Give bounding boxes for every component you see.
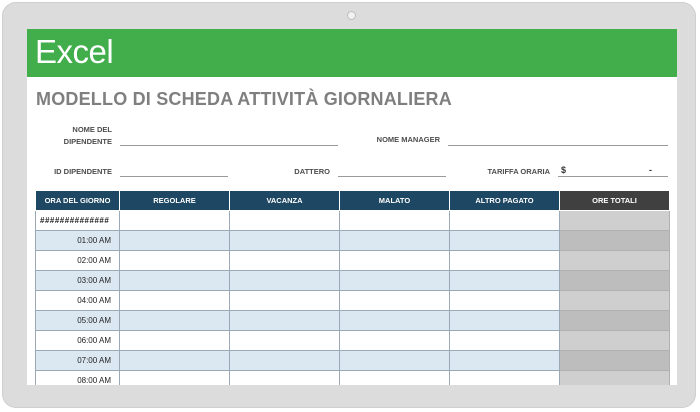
timesheet-table <box>35 190 670 385</box>
regular-cell[interactable] <box>120 251 230 271</box>
sick-cell[interactable] <box>340 211 450 231</box>
time-cell[interactable]: 06:00 AM <box>36 331 120 351</box>
app-banner <box>27 29 677 77</box>
regular-cell[interactable] <box>120 351 230 371</box>
time-cell[interactable]: 01:00 AM <box>36 231 120 251</box>
table-row <box>36 331 670 351</box>
table-row <box>36 211 670 231</box>
holiday-cell[interactable] <box>230 291 340 311</box>
table-row <box>36 291 670 311</box>
employee-name-field[interactable] <box>120 145 338 146</box>
total-cell <box>560 271 670 291</box>
sick-cell[interactable] <box>340 251 450 271</box>
sick-cell[interactable] <box>340 291 450 311</box>
regular-cell[interactable] <box>120 331 230 351</box>
sick-cell[interactable] <box>340 271 450 291</box>
regular-cell[interactable] <box>120 371 230 386</box>
screen <box>27 29 677 385</box>
total-cell <box>560 311 670 331</box>
regular-cell[interactable] <box>120 291 230 311</box>
table-row <box>36 231 670 251</box>
holiday-cell[interactable] <box>230 331 340 351</box>
holiday-cell[interactable] <box>230 371 340 386</box>
table-row <box>36 251 670 271</box>
manager-name-label: NOME MANAGER <box>376 135 440 144</box>
other-paid-cell[interactable] <box>450 291 560 311</box>
holiday-cell[interactable] <box>230 271 340 291</box>
time-cell[interactable]: 04:00 AM <box>36 291 120 311</box>
holiday-cell[interactable] <box>230 351 340 371</box>
employee-name-label-line1: NOME DEL <box>72 125 112 134</box>
other-paid-cell[interactable] <box>450 371 560 386</box>
other-paid-cell[interactable] <box>450 231 560 251</box>
page-title: MODELLO DI SCHEDA ATTIVITÀ GIORNALIERA <box>36 89 452 109</box>
date-field[interactable] <box>338 176 446 177</box>
app-title: Excel <box>35 33 114 70</box>
currency-symbol: $ <box>561 165 567 175</box>
regular-cell[interactable] <box>120 311 230 331</box>
hourly-rate-value: - <box>649 165 652 175</box>
regular-cell[interactable] <box>120 211 230 231</box>
camera-icon <box>347 11 356 20</box>
header-total-hours: ORE TOTALI <box>560 191 670 211</box>
sick-cell[interactable] <box>340 371 450 386</box>
other-paid-cell[interactable] <box>450 211 560 231</box>
sick-cell[interactable] <box>340 331 450 351</box>
employee-name-label <box>27 124 112 148</box>
table-row <box>36 371 670 386</box>
total-cell <box>560 211 670 231</box>
other-paid-cell[interactable] <box>450 251 560 271</box>
header-other-paid: ALTRO PAGATO <box>450 191 560 211</box>
sick-cell[interactable] <box>340 231 450 251</box>
hourly-rate-field[interactable] <box>558 176 668 177</box>
table-row <box>36 351 670 371</box>
time-cell[interactable]: 08:00 AM <box>36 371 120 386</box>
holiday-cell[interactable] <box>230 211 340 231</box>
hourly-rate-label: TARIFFA ORARIA <box>487 167 550 176</box>
total-cell <box>560 291 670 311</box>
time-cell[interactable]: 05:00 AM <box>36 311 120 331</box>
table-row <box>36 311 670 331</box>
date-label: DATTERO <box>294 167 330 176</box>
time-cell[interactable]: ############## <box>36 211 120 231</box>
manager-name-field[interactable] <box>448 145 668 146</box>
sick-cell[interactable] <box>340 351 450 371</box>
other-paid-cell[interactable] <box>450 271 560 291</box>
header-regular: REGOLARE <box>120 191 230 211</box>
header-sick: MALATO <box>340 191 450 211</box>
total-cell <box>560 251 670 271</box>
employee-id-field[interactable] <box>120 176 228 177</box>
other-paid-cell[interactable] <box>450 311 560 331</box>
regular-cell[interactable] <box>120 271 230 291</box>
other-paid-cell[interactable] <box>450 331 560 351</box>
time-cell[interactable]: 07:00 AM <box>36 351 120 371</box>
total-cell <box>560 231 670 251</box>
table-row <box>36 271 670 291</box>
regular-cell[interactable] <box>120 231 230 251</box>
holiday-cell[interactable] <box>230 231 340 251</box>
header-time-of-day: ORA DEL GIORNO <box>36 191 120 211</box>
total-cell <box>560 351 670 371</box>
laptop-frame <box>2 2 696 408</box>
employee-name-label-line2: DIPENDENTE <box>63 137 112 146</box>
total-cell <box>560 331 670 351</box>
holiday-cell[interactable] <box>230 311 340 331</box>
other-paid-cell[interactable] <box>450 351 560 371</box>
employee-id-label: ID DIPENDENTE <box>54 167 112 176</box>
total-cell <box>560 371 670 386</box>
time-cell[interactable]: 03:00 AM <box>36 271 120 291</box>
time-cell[interactable]: 02:00 AM <box>36 251 120 271</box>
header-holiday: VACANZA <box>230 191 340 211</box>
table-header-row <box>36 191 670 211</box>
sick-cell[interactable] <box>340 311 450 331</box>
holiday-cell[interactable] <box>230 251 340 271</box>
